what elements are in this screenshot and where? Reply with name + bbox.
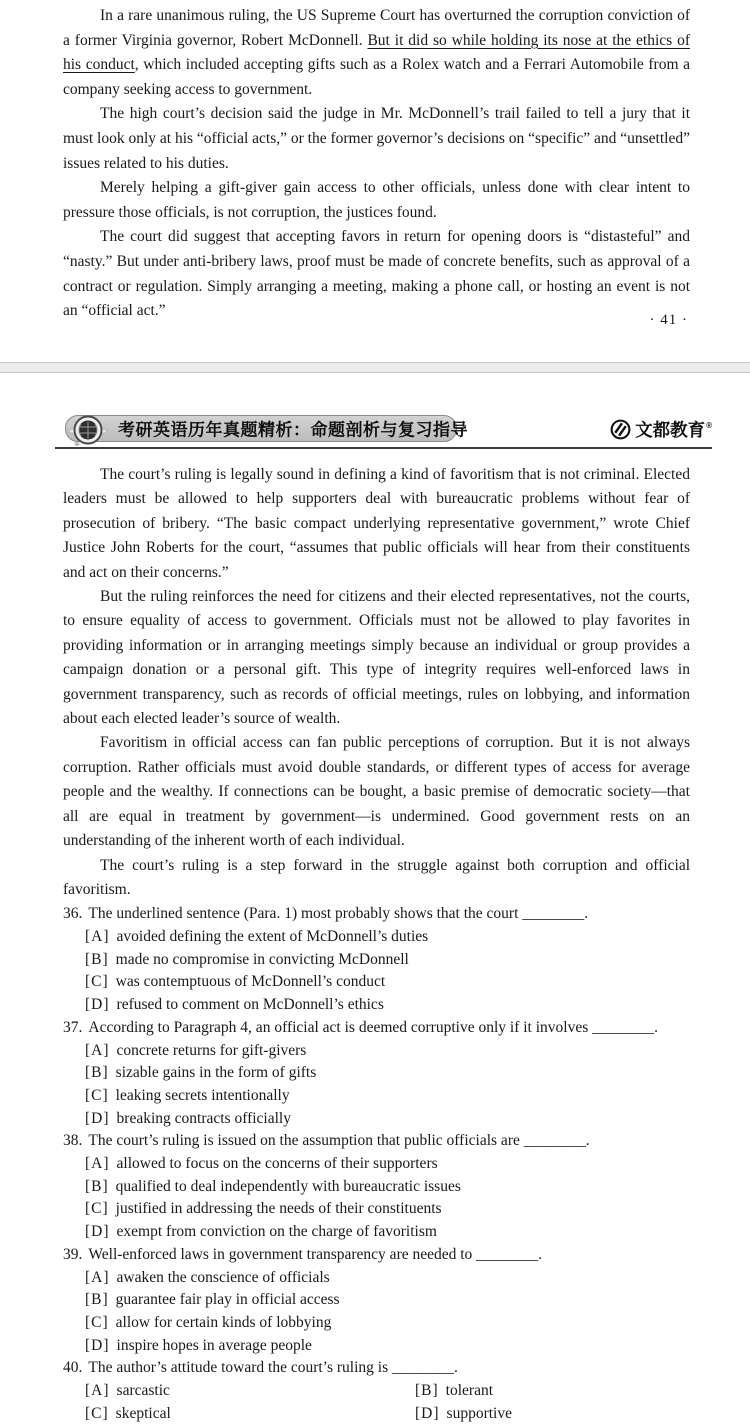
question-stem — [63, 1130, 690, 1153]
question-stem — [63, 903, 690, 926]
option-label: [B] — [85, 1291, 109, 1309]
paragraph-text: In a rare unanimous ruling, the US Supreme Court has overturned the corruption conviction of a former Virginia governor, Robert McDonnell. — [63, 7, 690, 49]
option-text: supportive — [446, 1404, 512, 1422]
option-text: guarantee fair play in official access — [115, 1291, 340, 1309]
option-label: [A] — [85, 1382, 110, 1400]
option-36-b — [63, 949, 690, 972]
paragraph: Merely helping a gift-giver gain access to other officials, unless done with clear intent to pressure those officials, is not corruption, the justices found. — [63, 179, 690, 221]
option-label: [D] — [85, 996, 110, 1014]
question-number: 39. — [63, 1245, 83, 1263]
question-text: According to Paragraph 4, an official act is deemed corruptive only if it involves ________. — [88, 1018, 658, 1036]
question-36 — [63, 903, 690, 1017]
page-number: · 41 · — [649, 312, 688, 328]
option-38-c — [63, 1198, 690, 1221]
option-36-a — [63, 926, 690, 949]
question-number: 38. — [63, 1132, 83, 1150]
question-40-options — [63, 1380, 690, 1425]
option-text: tolerant — [445, 1382, 494, 1400]
option-text: made no compromise in convicting McDonnell — [115, 950, 409, 968]
option-39-a — [63, 1267, 690, 1290]
question-text: The underlined sentence (Para. 1) most probably shows that the court ________. — [88, 905, 589, 923]
chapter-title: 考研英语历年真题精析：命题剖析与复习指导 — [118, 420, 468, 439]
question-number: 36. — [63, 905, 83, 923]
option-label: [A] — [85, 1155, 110, 1173]
question-text: Well-enforced laws in government transparency are needed to ________. — [88, 1245, 543, 1263]
question-number: 40. — [63, 1359, 83, 1377]
option-label: [C] — [85, 1200, 109, 1218]
paragraph: The court’s ruling is a step forward in the struggle against both corruption and official favoritism. — [63, 856, 690, 898]
option-label: [B] — [85, 1064, 109, 1082]
option-label: [C] — [85, 1404, 109, 1422]
option-37-a — [63, 1040, 690, 1063]
option-40-d — [415, 1403, 690, 1425]
option-text: refused to comment on McDonnell’s ethics — [116, 996, 384, 1014]
wendu-logo-icon — [610, 419, 631, 440]
option-37-c — [63, 1085, 690, 1108]
option-label: [C] — [85, 1313, 109, 1331]
option-39-c — [63, 1312, 690, 1335]
brand-logo — [610, 417, 712, 442]
option-text: sarcastic — [116, 1382, 170, 1400]
option-text: inspire hopes in average people — [116, 1336, 312, 1354]
option-39-b — [63, 1289, 690, 1312]
paragraph — [63, 4, 690, 102]
question-37 — [63, 1017, 690, 1131]
option-text: avoided defining the extent of McDonnell’s duties — [116, 928, 429, 946]
option-40-a — [85, 1380, 415, 1403]
paragraph: The court’s ruling is legally sound in defining a kind of favoritism that is not criminal. Elected leaders must be allowed to help supporters deal with bureaucratic problems without fear of prosecution of bribery. “The basic compact underlying representative government,” wrote Chief Justice John Roberts for the court, “assumes that public officials will hear from their constituents and act on their concerns.” — [63, 466, 690, 581]
page-41-text-block — [0, 0, 750, 354]
option-text: justified in addressing the needs of their constituents — [115, 1200, 442, 1218]
questions-block — [0, 902, 750, 1425]
option-label: [D] — [85, 1109, 110, 1127]
option-label: [B] — [85, 950, 109, 968]
option-label: [D] — [85, 1223, 110, 1241]
question-38 — [63, 1130, 690, 1244]
option-label: [C] — [85, 973, 109, 991]
option-text: allowed to focus on the concerns of their supporters — [116, 1155, 438, 1173]
option-text: allow for certain kinds of lobbying — [115, 1313, 332, 1331]
option-40-b — [415, 1380, 690, 1403]
option-text: qualified to deal independently with bureaucratic issues — [115, 1177, 461, 1195]
option-text: skeptical — [115, 1404, 171, 1422]
option-38-b — [63, 1176, 690, 1199]
registered-mark: ® — [706, 421, 712, 430]
option-text: exempt from conviction on the charge of favoritism — [116, 1223, 437, 1241]
underlined-sentence: But it did so while holding its nose at the ethics of his conduct — [63, 31, 690, 74]
option-label: [D] — [415, 1404, 440, 1422]
paragraph: Favoritism in official access can fan public perceptions of corruption. But it is not always corruption. Rather officials must avoid double standards, or different types of access for average people and the wealthy. If connections can be bought, a basic premise of democratic society—that all are equal in treatment by government—is undermined. Good government rests on an understanding of the inherent worth of each individual. — [63, 734, 690, 850]
option-label: [B] — [85, 1177, 109, 1195]
option-text: sizable gains in the form of gifts — [115, 1064, 317, 1082]
option-38-d — [63, 1221, 690, 1244]
option-label: [D] — [85, 1336, 110, 1354]
paragraph: The court did suggest that accepting favors in return for opening doors is “distasteful” and “nasty.” But under anti-bribery laws, proof must be made of concrete benefits, such as approval of a contract or regulation. Simply arranging a meeting, making a phone call, or hosting an event is not an “official act.” — [63, 228, 690, 320]
paragraph: The high court’s decision said the judge in Mr. McDonnell’s trail failed to tell a jury that it must look only at his “official acts,” or the former governor’s decisions on “specific” and “unsettled” issues related to his duties. — [63, 105, 690, 172]
question-text: The court’s ruling is issued on the assumption that public officials are ________. — [88, 1132, 590, 1150]
option-text: breaking contracts officially — [116, 1109, 291, 1127]
paragraph: But the ruling reinforces the need for citizens and their elected representatives, not the courts, to ensure equality of access to government. Officials must not be allowed to play favorites in providing information or in arranging meetings simply because an individual or group provides a campaign donation or a personal gift. This type of integrity requires well-enforced laws in government transparency, such as records of official meetings, rules on lobbying, and information about each elected leader’s source of wealth. — [63, 588, 690, 728]
question-text: The author’s attitude toward the court’s ruling is ________. — [88, 1359, 458, 1377]
option-39-d — [63, 1335, 690, 1358]
question-stem — [63, 1017, 690, 1040]
option-36-d — [63, 994, 690, 1017]
question-stem — [63, 1357, 690, 1380]
option-label: [C] — [85, 1086, 109, 1104]
option-40-c — [85, 1403, 415, 1425]
option-37-d — [63, 1108, 690, 1131]
question-number: 37. — [63, 1018, 83, 1036]
question-39 — [63, 1244, 690, 1358]
option-text: concrete returns for gift-givers — [116, 1041, 307, 1059]
seal-icon — [68, 411, 108, 451]
option-label: [A] — [85, 1041, 110, 1059]
option-text: was contemptuous of McDonnell’s conduct — [115, 973, 386, 991]
option-36-c — [63, 971, 690, 994]
option-38-a — [63, 1153, 690, 1176]
option-37-b — [63, 1062, 690, 1085]
chapter-header — [55, 413, 712, 449]
chapter-title-bar — [65, 415, 468, 442]
passage-text-block — [0, 449, 750, 902]
brand-name: 文都教育 — [635, 420, 706, 440]
option-label: [B] — [415, 1382, 439, 1400]
option-text: leaking secrets intentionally — [115, 1086, 290, 1104]
option-text: awaken the conscience of officials — [116, 1268, 330, 1286]
page-separator — [0, 362, 750, 373]
question-stem — [63, 1244, 690, 1267]
option-label: [A] — [85, 928, 110, 946]
paragraph-text: , which included accepting gifts such as a Rolex watch and a Ferrari Automobile from a company seeking access to government. — [63, 56, 691, 98]
option-label: [A] — [85, 1268, 110, 1286]
question-40 — [63, 1357, 690, 1425]
